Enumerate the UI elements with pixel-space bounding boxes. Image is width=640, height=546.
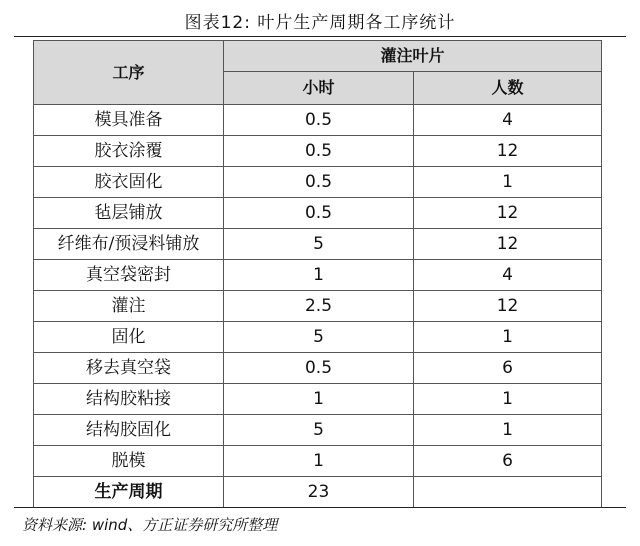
process-cell: 毡层铺放: [34, 198, 224, 229]
source-note: 资料来源: wind、方正证券研究所整理: [22, 516, 278, 534]
people-cell: 6: [414, 353, 602, 384]
people-cell: 12: [414, 291, 602, 322]
people-cell: 4: [414, 105, 602, 136]
process-cell: 移去真空袋: [34, 353, 224, 384]
process-cell: 灌注: [34, 291, 224, 322]
process-cell: 固化: [34, 322, 224, 353]
people-cell: 12: [414, 229, 602, 260]
hours-cell: 5: [224, 415, 414, 446]
hours-cell: 0.5: [224, 353, 414, 384]
table-row: [34, 415, 602, 446]
process-cell: 真空袋密封: [34, 260, 224, 291]
table-row: [34, 291, 602, 322]
table-row: [34, 384, 602, 415]
table-row: [34, 260, 602, 291]
process-cell: 胶衣固化: [34, 167, 224, 198]
people-cell: 1: [414, 167, 602, 198]
people-cell: 1: [414, 384, 602, 415]
people-cell: 1: [414, 322, 602, 353]
hours-cell: 0.5: [224, 136, 414, 167]
table-row: [34, 136, 602, 167]
hours-cell: 0.5: [224, 105, 414, 136]
process-cell: 结构胶固化: [34, 415, 224, 446]
total-people: [414, 477, 602, 508]
header-hours: 小时: [224, 72, 414, 105]
header-infusion-blade: 灌注叶片: [224, 41, 602, 72]
table-row: [34, 353, 602, 384]
hours-cell: 1: [224, 446, 414, 477]
process-cell: 结构胶粘接: [34, 384, 224, 415]
header-process: 工序: [34, 41, 224, 105]
table-row: [34, 198, 602, 229]
figure-title: 图表12: 叶片生产周期各工序统计: [184, 13, 456, 33]
hours-cell: 5: [224, 229, 414, 260]
table-row: [34, 229, 602, 260]
hours-cell: 0.5: [224, 167, 414, 198]
total-row: [34, 477, 602, 508]
source-rule: [14, 507, 626, 508]
process-cell: 胶衣涂覆: [34, 136, 224, 167]
process-cell: 模具准备: [34, 105, 224, 136]
hours-cell: 1: [224, 260, 414, 291]
people-cell: 12: [414, 136, 602, 167]
table-row: [34, 446, 602, 477]
total-hours: 23: [224, 477, 414, 508]
process-table: [33, 40, 602, 508]
header-people: 人数: [414, 72, 602, 105]
table-row: [34, 105, 602, 136]
table-row: [34, 167, 602, 198]
hours-cell: 1: [224, 384, 414, 415]
process-cell: 纤维布/预浸料铺放: [34, 229, 224, 260]
title-rule: [14, 36, 626, 37]
table-row: [34, 322, 602, 353]
hours-cell: 5: [224, 322, 414, 353]
people-cell: 4: [414, 260, 602, 291]
total-label: 生产周期: [34, 477, 224, 508]
people-cell: 1: [414, 415, 602, 446]
hours-cell: 2.5: [224, 291, 414, 322]
hours-cell: 0.5: [224, 198, 414, 229]
people-cell: 6: [414, 446, 602, 477]
people-cell: 12: [414, 198, 602, 229]
process-cell: 脱模: [34, 446, 224, 477]
